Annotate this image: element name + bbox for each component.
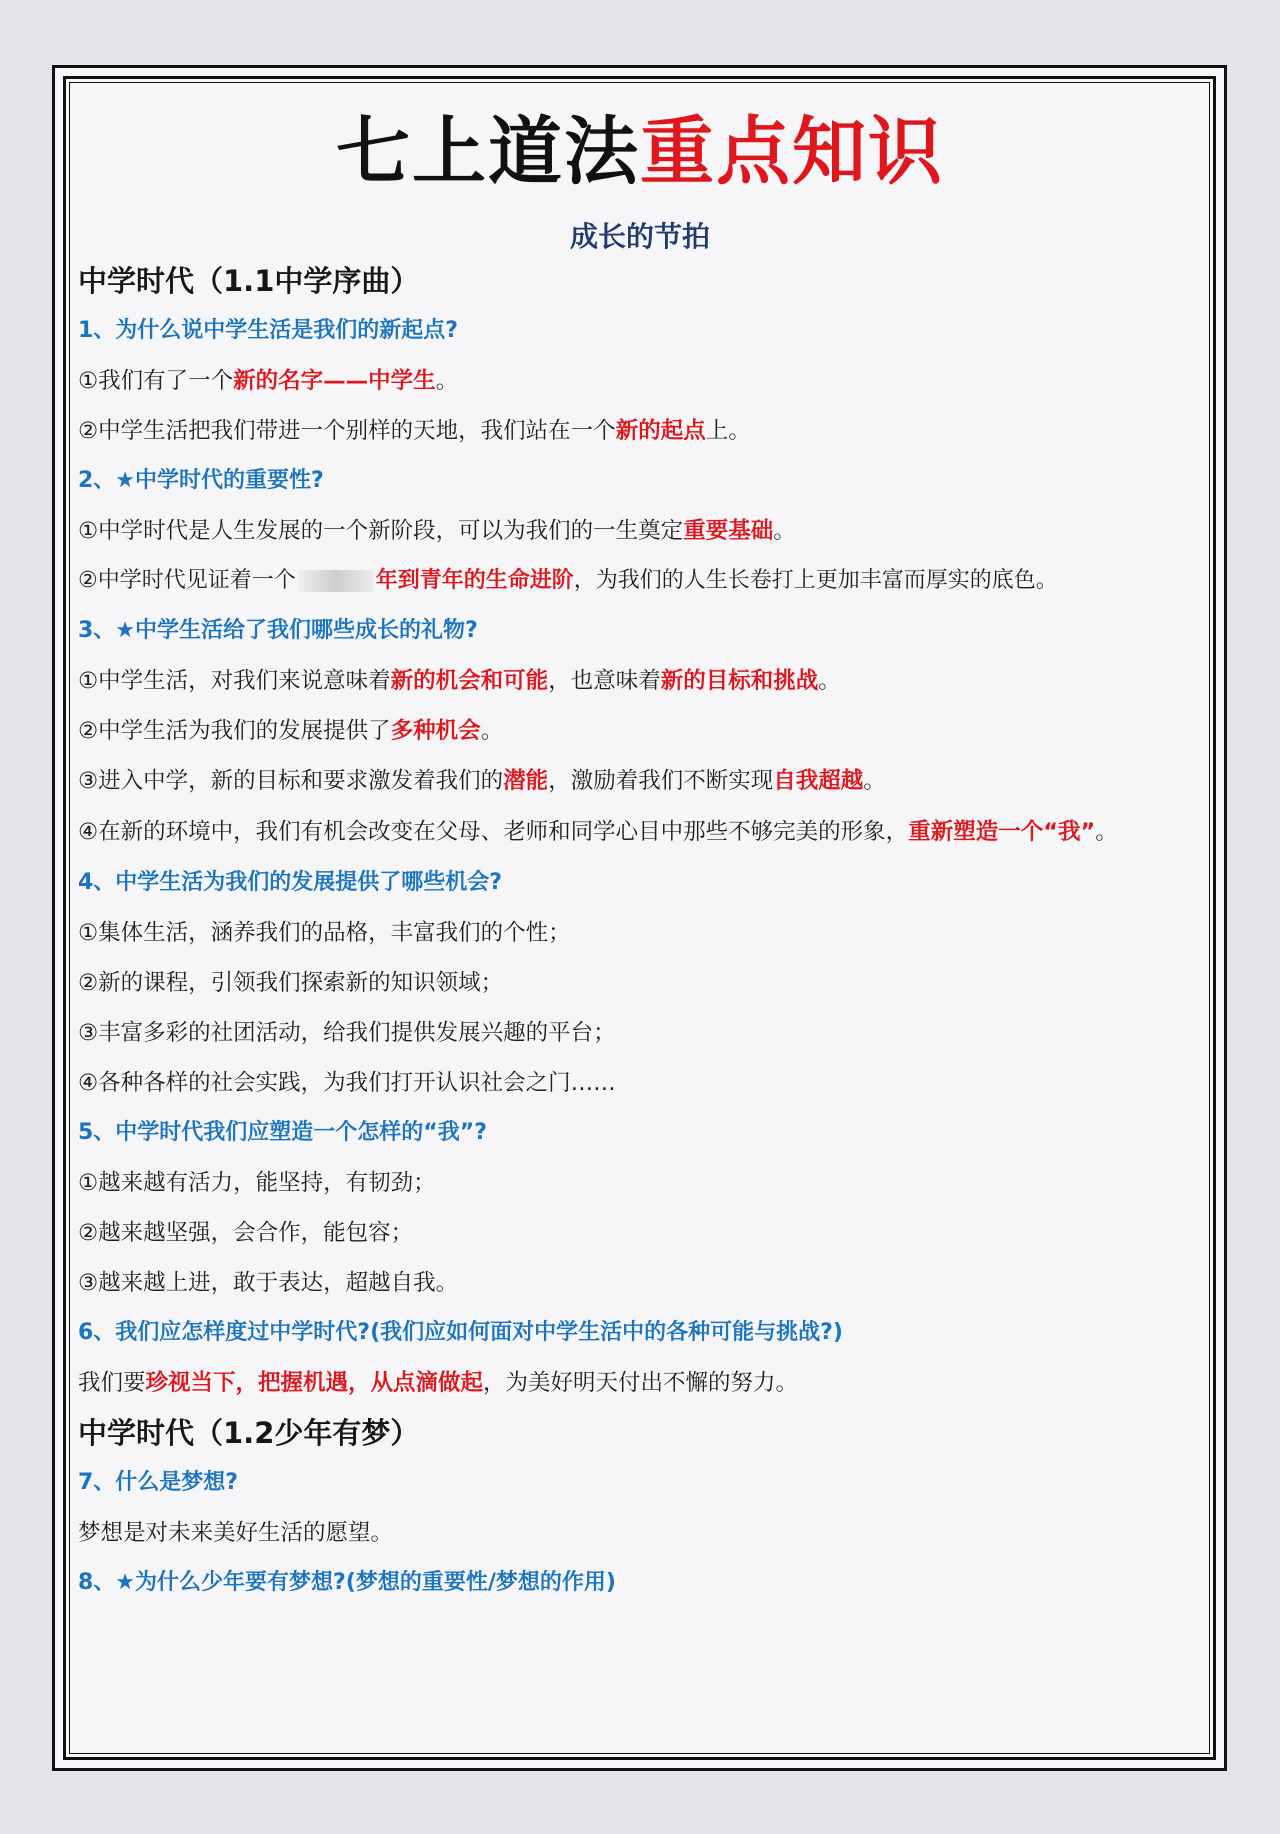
title-red-part: 重点知识 (640, 109, 944, 195)
question-3: 3、★中学生活给了我们哪些成长的礼物? (78, 618, 478, 643)
answer-5-2: ②越来越坚强，会合作，能包容； (78, 1220, 414, 1246)
answer-1-1: ①我们有了一个新的名字——中学生。 (78, 368, 459, 394)
answer-3-2: ②中学生活为我们的发展提供了多种机会。 (78, 718, 504, 744)
subtitle: 成长的节拍 (569, 220, 710, 253)
section-heading-2: 中学时代（1.2少年有梦） (78, 1416, 420, 1450)
answer-3-3: ③进入中学，新的目标和要求激发着我们的潜能，激励着我们不断实现自我超越。 (78, 768, 886, 794)
question-7: 7、什么是梦想? (78, 1470, 239, 1495)
answer-3-4: ④在新的环境中，我们有机会改变在父母、老师和同学心目中那些不够完美的形象，重新塑造一个“我”。 (78, 819, 1118, 845)
question-4: 4、中学生活为我们的发展提供了哪些机会? (78, 870, 503, 895)
question-1: 1、为什么说中学生活是我们的新起点? (78, 318, 459, 343)
answer-2-2: ②中学时代见证着一个 年到青年的生命进阶，为我们的人生长卷打上更加丰富而厚实的底色。 (78, 568, 1058, 593)
answer-4-3: ③丰富多彩的社团活动，给我们提供发展兴趣的平台； (78, 1020, 616, 1046)
answer-3-1: ①中学生活，对我们来说意味着新的机会和可能，也意味着新的目标和挑战。 (78, 668, 841, 694)
question-8: 8、★为什么少年要有梦想?(梦想的重要性/梦想的作用) (78, 1570, 616, 1595)
answer-4-2: ②新的课程，引领我们探索新的知识领域； (78, 970, 504, 996)
page-title (78, 92, 1202, 212)
answer-5-3: ③越来越上进，敢于表达，超越自我。 (78, 1270, 459, 1296)
document-page (78, 92, 1202, 1742)
title-black-part: 七上道法 (336, 109, 640, 195)
answer-4-4: ④各种各样的社会实践，为我们打开认识社会之门…… (78, 1070, 616, 1096)
question-5: 5、中学时代我们应塑造一个怎样的“我”? (78, 1120, 487, 1145)
answer-6: 我们要珍视当下，把握机遇，从点滴做起，为美好明天付出不懈的努力。 (78, 1370, 799, 1396)
answer-2-1: ①中学时代是人生发展的一个新阶段，可以为我们的一生奠定重要基础。 (78, 518, 796, 544)
question-2: 2、★中学时代的重要性? (78, 468, 324, 493)
answer-7: 梦想是对未来美好生活的愿望。 (78, 1520, 394, 1546)
section-heading-1: 中学时代（1.1中学序曲） (78, 264, 420, 298)
watermark-smudge (298, 570, 374, 592)
question-6: 6、我们应怎样度过中学时代?(我们应如何面对中学生活中的各种可能与挑战?) (78, 1320, 843, 1345)
answer-1-2: ②中学生活把我们带进一个别样的天地，我们站在一个新的起点上。 (78, 418, 751, 444)
answer-4-1: ①集体生活，涵养我们的品格，丰富我们的个性； (78, 920, 571, 946)
answer-5-1: ①越来越有活力，能坚持，有韧劲； (78, 1170, 436, 1196)
